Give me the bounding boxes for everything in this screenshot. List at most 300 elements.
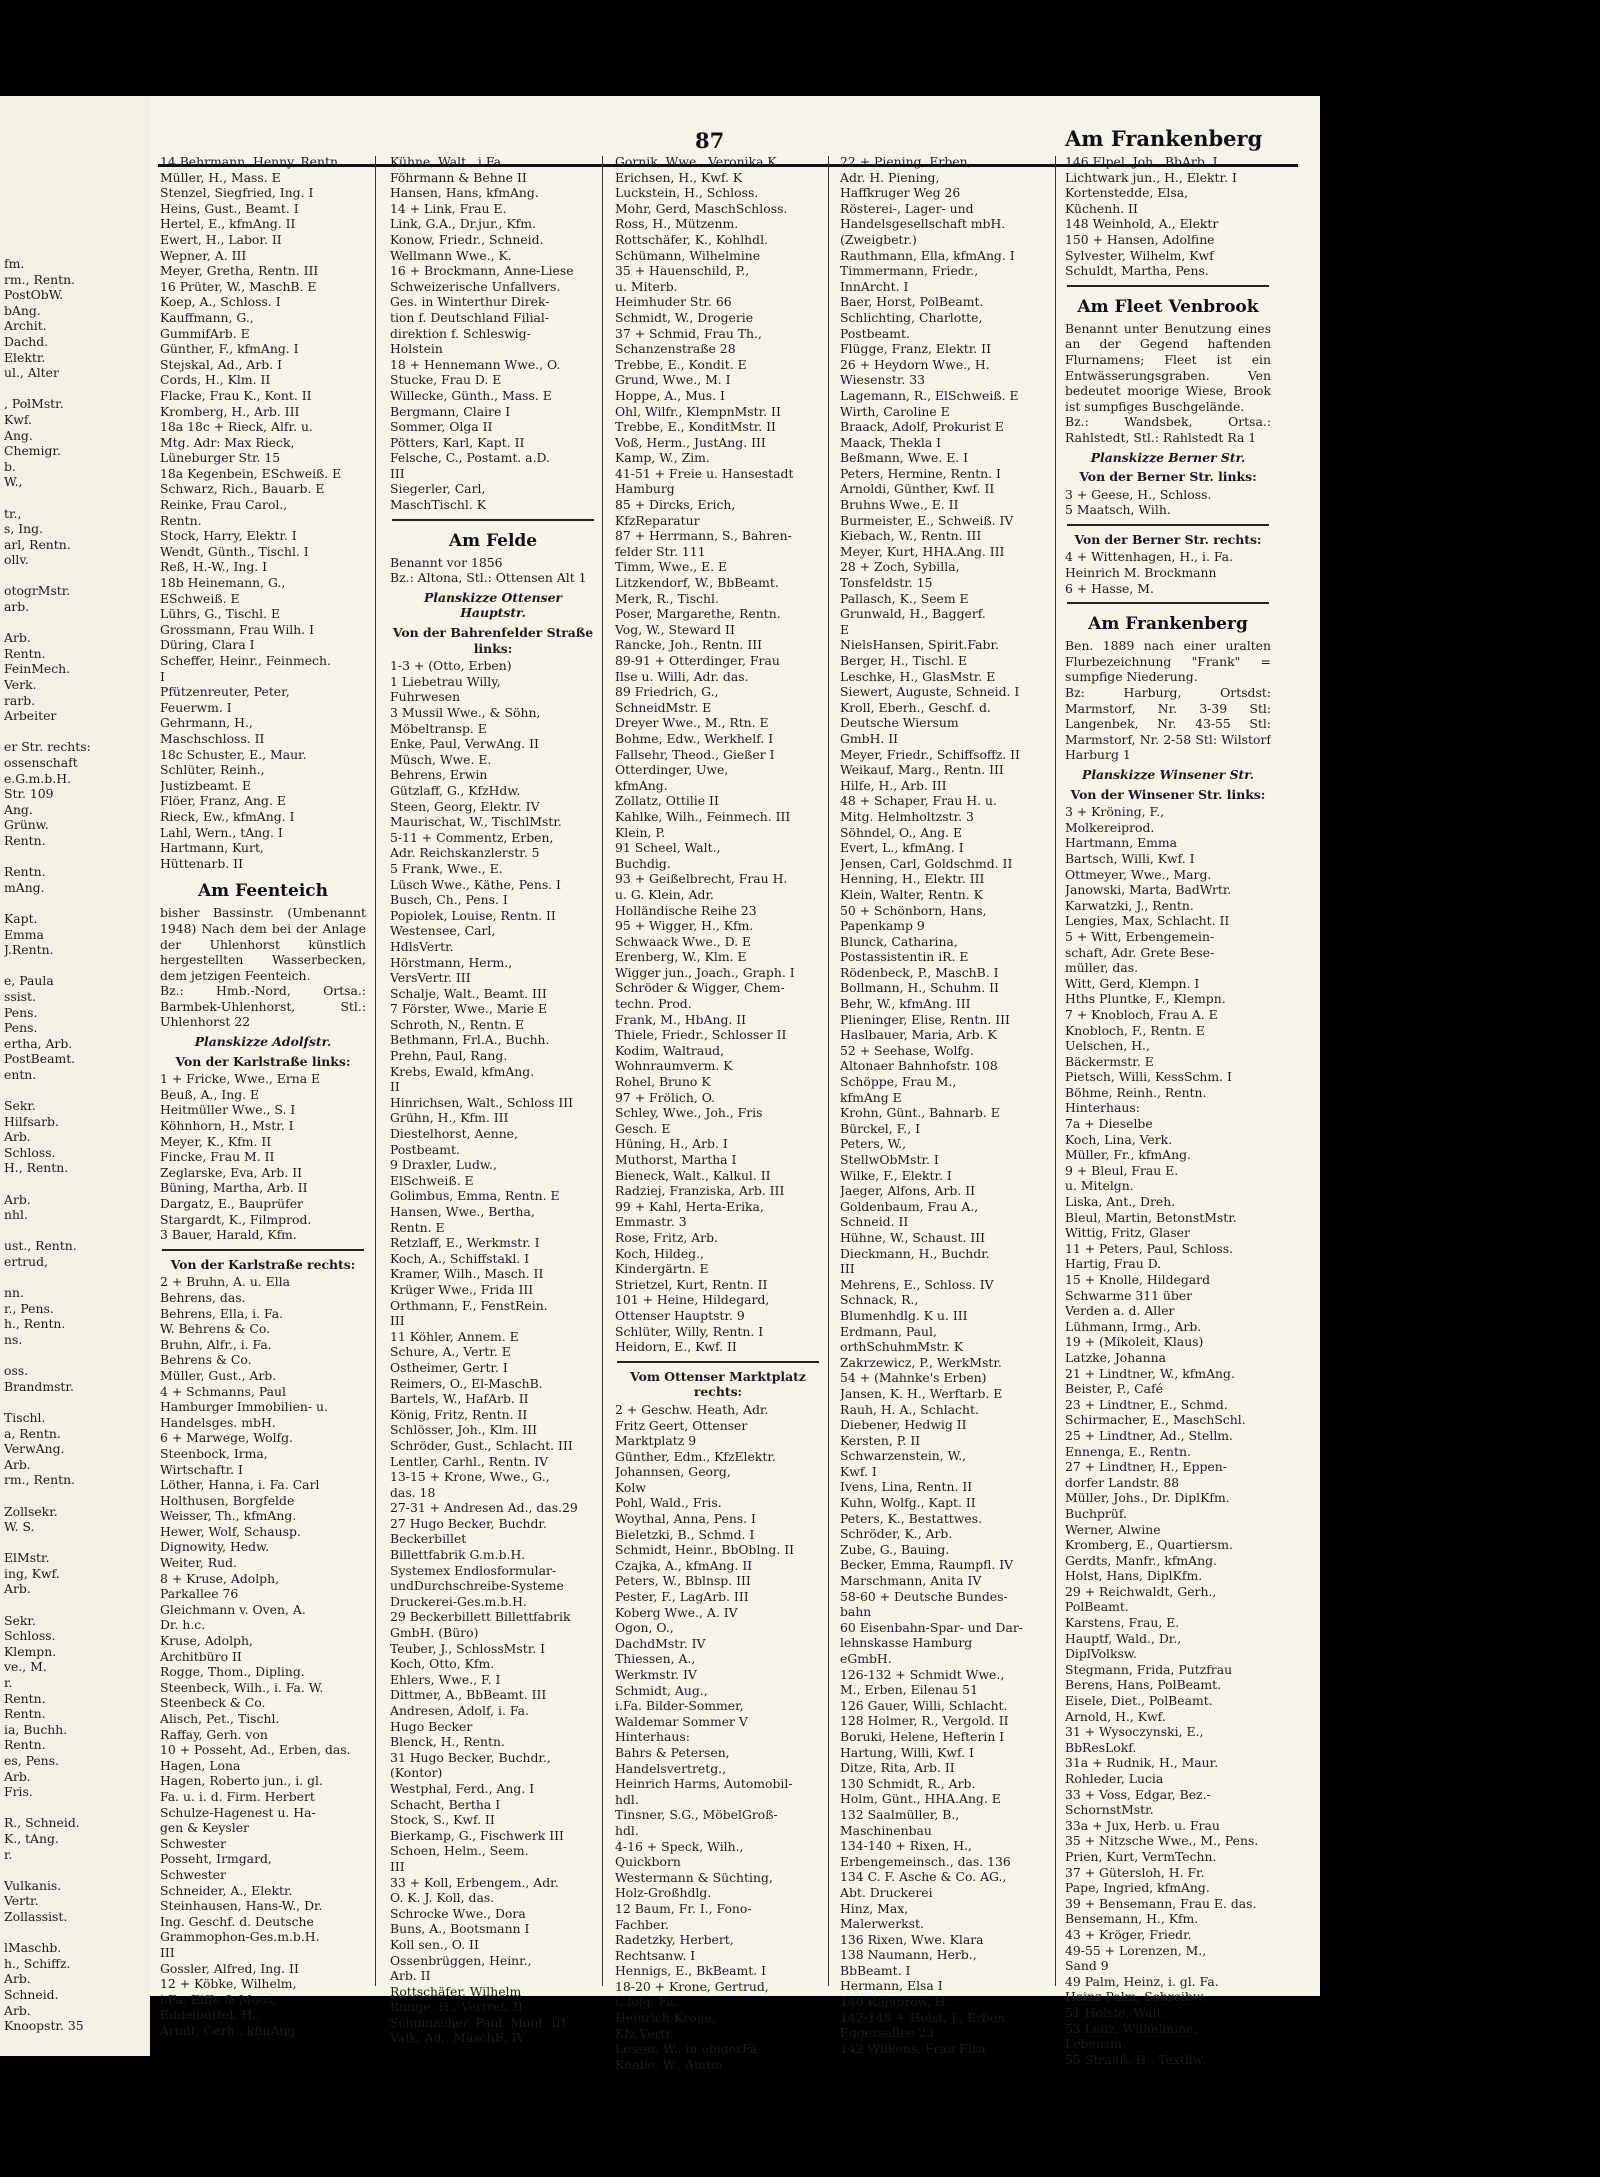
- directory-entry: Schlüter, Reinh.,: [160, 762, 265, 778]
- directory-entry: Behrens & Co.: [160, 1352, 252, 1368]
- directory-entry: Ing. Geschf. d. Deutsche: [160, 1913, 314, 1929]
- facing-page-line: Rentn.: [4, 864, 46, 880]
- directory-entry: Systemex Endlosformular-: [390, 1562, 557, 1578]
- directory-entry: Holländische Reihe 23: [615, 902, 757, 918]
- facing-page-line: Arb.: [4, 1971, 31, 1987]
- direction-heading: Von der Karlstraße links:: [175, 1053, 351, 1069]
- directory-entry: Erichsen, H., Kwf. K: [615, 169, 743, 185]
- directory-entry: 126-132 + Schmidt Wwe.,: [840, 1666, 1005, 1682]
- directory-entry: Peters, W.,: [840, 1136, 907, 1152]
- directory-entry: Bruhn, Alfr., i. Fa.: [160, 1336, 272, 1352]
- directory-entry: Maschinenbau: [840, 1822, 932, 1838]
- directory-entry: 31 + Wysoczynski, E.,: [1065, 1724, 1204, 1740]
- directory-entry: Schröder, K., Arb.: [840, 1526, 953, 1542]
- directory-entry: Buns, A., Bootsmann I: [390, 1921, 530, 1937]
- directory-entry: orthSchuhmMstr. K: [840, 1339, 964, 1355]
- directory-entry: Beckerbillet: [390, 1531, 467, 1547]
- directory-entry: Prien, Kurt, VermTechn.: [1065, 1848, 1217, 1864]
- directory-entry: III: [390, 465, 405, 481]
- directory-entry: Blumenhdlg. K u. III: [840, 1307, 968, 1323]
- facing-page-line: Rentn.: [4, 1737, 46, 1753]
- directory-entry: Flügge, Franz, Elektr. II: [840, 341, 991, 357]
- directory-entry: Ottenser Hauptstr. 9: [615, 1307, 745, 1323]
- directory-entry: Muthorst, Martha I: [615, 1152, 737, 1167]
- directory-entry: O. K. J. Koll, das.: [390, 1890, 495, 1906]
- directory-entry: 11 Köhler, Annem. E: [390, 1328, 519, 1344]
- directory-entry: Ohl, Wilfr., KlempnMstr. II: [615, 403, 781, 419]
- section-rule: [1067, 524, 1269, 526]
- directory-entry: Ewert, H., Labor. II: [160, 231, 282, 247]
- directory-entry: 18b Heinemann, G.,: [160, 575, 286, 591]
- directory-entry: bahn: [840, 1604, 872, 1620]
- directory-entry: 18 + Hennemann Wwe., O.: [390, 356, 561, 372]
- directory-entry: 23 + Lindtner, E., Schmd.: [1065, 1396, 1228, 1412]
- directory-entry: Bleul, Martin, BetonstMstr.: [1065, 1209, 1237, 1225]
- directory-entry: 49 Palm, Heinz, i. gl. Fa.: [1065, 1973, 1219, 1989]
- directory-entry: Müsch, Wwe. E.: [390, 751, 492, 767]
- directory-entry: Hühne, W., Schaust. III: [840, 1229, 986, 1245]
- directory-entry: i. folg. Fa.: [615, 1994, 678, 2010]
- directory-entry: Rottschäfer, K., Kohlhdl.: [615, 231, 768, 247]
- directory-entry: Schwarzenstein, W.,: [840, 1448, 967, 1464]
- directory-entry: 22 + Piening, Erben,: [840, 154, 972, 169]
- directory-entry: gen & Keysler: [160, 1820, 249, 1836]
- directory-entry: PolBeamt.: [1065, 1599, 1129, 1615]
- directory-entry: Feuerwm. I: [160, 699, 232, 715]
- directory-entry: 150 + Hansen, Adolfine: [1065, 231, 1215, 247]
- directory-entry: Druckerei-Ges.m.b.H.: [390, 1593, 527, 1609]
- directory-entry: Westensee, Carl,: [390, 923, 496, 939]
- directory-entry: Rose, Fritz, Arb.: [615, 1229, 718, 1245]
- directory-entry: 54 + (Mahnke's Erben): [840, 1370, 987, 1386]
- directory-entry: Kersten, P. II: [840, 1432, 921, 1448]
- directory-entry: 16 + Brockmann, Anne-Liese: [390, 263, 574, 279]
- directory-entry: SchneidMstr. E: [615, 699, 712, 715]
- directory-entry: Goldenbaum, Frau A.,: [840, 1198, 979, 1214]
- directory-entry: Leschke, H., GlasMstr. E: [840, 668, 996, 684]
- directory-entry: Baer, Horst, PolBeamt.: [840, 294, 984, 310]
- directory-entry: 53 Lenz, Wilhelmine,: [1065, 2020, 1198, 2036]
- directory-entry: 33a + Jux, Herb. u. Frau: [1065, 1817, 1220, 1833]
- facing-page-line: Schloss.: [4, 1628, 56, 1644]
- facing-page-line: Grünw.: [4, 817, 49, 833]
- directory-entry: Schmidt, Aug.,: [615, 1682, 708, 1698]
- directory-entry: 26 + Heydorn Wwe., H.: [840, 356, 990, 372]
- facing-page-line: ertha, Arb.: [4, 1035, 73, 1051]
- facing-page-line: [4, 1925, 144, 1941]
- directory-entry: Jansen, K. H., Werftarb. E: [840, 1385, 1003, 1401]
- directory-entry: 4-16 + Speck, Wilh.,: [615, 1838, 744, 1854]
- directory-entry: Zakrzewicz, P., WerkMstr.: [840, 1354, 1002, 1370]
- directory-entry: 134 C. F. Asche & Co. AG.,: [840, 1869, 1007, 1885]
- directory-entry: Johannsen, Georg,: [615, 1464, 731, 1480]
- directory-entry: Hamburg: [615, 481, 675, 497]
- facing-page-line: [4, 1348, 144, 1364]
- directory-entry: 7a + Dieselbe: [1065, 1116, 1153, 1132]
- directory-entry: Emmastr. 3: [615, 1214, 687, 1230]
- facing-page-line: Kapt.: [4, 910, 38, 926]
- directory-entry: 4 + Schmanns, Paul: [160, 1383, 286, 1399]
- facing-page-line: rm., Rentn.: [4, 1472, 76, 1488]
- column-divider: [1055, 156, 1056, 1986]
- directory-entry: Bierkamp, G., Fischwerk III: [390, 1827, 564, 1843]
- directory-entry: Schwester: [160, 1835, 226, 1851]
- directory-entry: Hermann, Elsa I: [840, 1978, 943, 1994]
- facing-page-line: r.: [4, 1675, 13, 1691]
- facing-page-line: Rentn.: [4, 1690, 46, 1706]
- directory-entry: Fachber.: [615, 1916, 669, 1932]
- directory-entry: Meyer, Gretha, Rentn. III: [160, 263, 319, 279]
- directory-entry: Sylvester, Wilhelm, Kwf: [1065, 247, 1214, 263]
- facing-page-line: [4, 1862, 144, 1878]
- directory-entry: Wigger jun., Joach., Graph. I: [615, 964, 795, 980]
- facing-page-line: ia, Buchh.: [4, 1721, 68, 1737]
- directory-entry: Hansen, Wwe., Bertha,: [390, 1204, 535, 1219]
- section-rule: [1067, 285, 1269, 287]
- facing-page-line: Sekr.: [4, 1612, 36, 1628]
- directory-entry: Schwarz, Rich., Bauarb. E: [160, 481, 325, 497]
- directory-entry: Pietsch, Willi, KessSchm. I: [1065, 1069, 1232, 1085]
- directory-entry: Mtg. Adr: Max Rieck,: [160, 434, 295, 450]
- directory-entry: Rieck, Ew., kfmAng. I: [160, 808, 295, 824]
- directory-entry: Koch, Lina, Verk.: [1065, 1131, 1173, 1147]
- directory-entry: Molkereiprod.: [1065, 819, 1155, 835]
- directory-entry: Fa. u. i. d. Firm. Herbert: [160, 1788, 315, 1804]
- directory-entry: Adr. Reichskanzlerstr. 5: [390, 845, 540, 861]
- directory-entry: Schröder & Wigger, Chem-: [615, 980, 785, 996]
- facing-page-line: Hilfsarb.: [4, 1113, 59, 1129]
- directory-entry: Rentn. E: [390, 1219, 445, 1235]
- directory-entry: Lesser, W., in obigerFa: [615, 2041, 757, 2057]
- directory-entry: 142 Wilkens, Frau Elsa: [840, 2040, 986, 2056]
- directory-entry: Postbeamt.: [390, 1141, 460, 1157]
- directory-entry: Meyer, Kurt, HHA.Ang. III: [840, 543, 1005, 559]
- directory-entry: 87 + Herrmann, S., Bahren-: [615, 528, 792, 544]
- directory-entry: Holm, Günt., HHA.Ang. E: [840, 1791, 1001, 1807]
- facing-page-line: [4, 1176, 144, 1192]
- directory-entry: 12 + Köbke, Wilhelm,: [160, 1976, 297, 1992]
- directory-entry: Blenck, H., Rentn.: [390, 1734, 505, 1750]
- facing-page-line: Fris.: [4, 1784, 33, 1800]
- directory-entry: Hinrichsen, Walt., Schloss III: [390, 1094, 574, 1110]
- directory-entry: Bergmann, Claire I: [390, 403, 511, 419]
- directory-entry: Löther, Hanna, i. Fa. Carl: [160, 1477, 320, 1493]
- directory-entry: Andresen, Adolf, i. Fa.: [390, 1703, 529, 1718]
- directory-entry: Sand 9: [1065, 1958, 1109, 1974]
- directory-entry: Popiolek, Louise, Rentn. II: [390, 907, 556, 923]
- street-note: Bz.: Wandsbek, Ortsa.: Rahlstedt, Stl.: Rahlstedt Ra 1: [1065, 414, 1271, 445]
- street-note: Bz: Harburg, Ortsdst: Marmstorf, Nr. 3-39 Stl: Langenbek, Nr. 43-55 Stl: Marmstorf, Nr. 2-58 Stl: Wilstorf Harburg 1: [1065, 685, 1271, 763]
- directory-entry: Reimers, O., El-MaschB.: [390, 1375, 543, 1391]
- directory-entry: Köhnhorn, H., Mstr. I: [160, 1118, 294, 1134]
- directory-entry: Altonaer Bahnhofstr. 108: [840, 1058, 998, 1074]
- directory-entry: Peters, W., Bblnsp. III: [615, 1573, 751, 1589]
- directory-entry: III: [390, 1313, 405, 1329]
- directory-entry: 18a Kegenbein, ESchweiß. E: [160, 465, 342, 481]
- directory-entry: Holthusen, Borgfelde: [160, 1492, 295, 1508]
- directory-entry: Diebener, Hedwig II: [840, 1417, 967, 1433]
- directory-entry: 99 + Kahl, Herta-Erika,: [615, 1198, 764, 1214]
- directory-entry: Braack, Adolf, Prokurist E: [840, 419, 1004, 435]
- directory-entry: Bruhns Wwe., E. II: [840, 497, 959, 513]
- directory-entry: W. Behrens & Co.: [160, 1321, 271, 1337]
- directory-entry: Golimbus, Emma, Rentn. E: [390, 1188, 560, 1204]
- directory-entry: Ges. in Winterthur Direk-: [390, 294, 550, 310]
- directory-entry: Koll sen., O. II: [390, 1936, 479, 1952]
- directory-entry: Waldemar Sommer V: [615, 1713, 748, 1729]
- directory-entry: Maack, Thekla I: [840, 434, 942, 450]
- directory-entry: Pohl, Wald., Fris.: [615, 1495, 722, 1511]
- directory-entry: Behr, W., kfmAng. III: [840, 996, 971, 1012]
- directory-entry: 39 + Bensemann, Frau E. das.: [1065, 1895, 1257, 1911]
- directory-entry: Willecke, Günth., Mass. E: [390, 387, 552, 403]
- directory-entry: Peters, K., Bestattwes.: [840, 1510, 983, 1526]
- directory-entry: Fuhrwesen: [390, 689, 461, 705]
- directory-entry: Bensemann, H., Kfm.: [1065, 1911, 1199, 1927]
- directory-entry: Heidorn, E., Kwf. II: [615, 1339, 737, 1355]
- directory-entry: dorfer Landstr. 88: [1065, 1474, 1180, 1490]
- directory-entry: Gerdts, Manfr., kfmAng.: [1065, 1552, 1217, 1568]
- directory-entry: das. 18: [390, 1484, 436, 1500]
- directory-entry: Radziej, Franziska, Arb. III: [615, 1183, 785, 1199]
- column-divider: [828, 156, 829, 1986]
- directory-entry: u. Mitelgn.: [1065, 1178, 1134, 1194]
- directory-entry: Müller, H., Mass. E: [160, 169, 281, 185]
- directory-entry: 5 + Witt, Erbengemein-: [1065, 928, 1215, 944]
- directory-entry: Erbengemeinsch., das. 136: [840, 1853, 1011, 1869]
- street-note: Bz.: Altona, Stl.: Ottensen Alt 1: [390, 570, 587, 586]
- directory-entry: Eggersallee 23: [840, 2025, 935, 2041]
- directory-entry: felder Str. 111: [615, 543, 706, 559]
- directory-entry: III: [160, 1944, 175, 1960]
- plan-reference: Planskizze Ottenser Hauptstr.: [423, 589, 563, 621]
- directory-entry: Hertel, E., kfmAng. II: [160, 216, 296, 232]
- directory-entry: 3 Bauer, Harald, Kfm.: [160, 1227, 297, 1243]
- directory-entry: Dr. h.c.: [160, 1617, 206, 1633]
- facing-page-line: FeinMech.: [4, 661, 71, 677]
- directory-entry: Lüneburger Str. 15: [160, 450, 281, 466]
- directory-entry: Woythal, Anna, Pens. I: [615, 1511, 756, 1527]
- facing-page-line: Zollsekr.: [4, 1503, 58, 1519]
- directory-entry: Liska, Ant., Dreh.: [1065, 1194, 1176, 1210]
- directory-entry: Grund, Wwe., M. I: [615, 372, 731, 388]
- directory-entry: 27 Hugo Becker, Buchdr.: [390, 1515, 547, 1531]
- directory-entry: Enke, Paul, VerwAng. II: [390, 736, 539, 752]
- directory-entry: Schweizerische Unfallvers.: [390, 278, 561, 294]
- directory-entry: Gornik, Wwe., Veronika K: [615, 154, 777, 169]
- directory-entry: VersVertr. III: [390, 970, 471, 986]
- directory-entry: Westermann & Süchting,: [615, 1869, 773, 1885]
- directory-entry: Schneid. II: [840, 1214, 909, 1230]
- facing-page-line: Rentn.: [4, 1706, 46, 1722]
- directory-entry: Schmidt, W., Drogerie: [615, 309, 754, 325]
- street-heading: Am Feenteich: [197, 881, 329, 902]
- facing-page-line: h., Schiffz.: [4, 1955, 71, 1971]
- directory-entry: Czajka, A., kfmAng. II: [615, 1557, 753, 1573]
- section-rule: [617, 1361, 819, 1363]
- street-note: bisher Bassinstr. (Umbenannt 1948) Nach dem bei der Anlage der Uhlenhorst künstlich hergestellten Wasserbecken, dem jetzigen Feenteich.: [160, 905, 366, 983]
- directory-entry: 4 + Wittenhagen, H., i. Fa.: [1065, 549, 1233, 565]
- facing-page-line: H., Rentn.: [4, 1160, 69, 1176]
- directory-entry: Hinz, Max,: [840, 1900, 909, 1916]
- directory-entry: Kodim, Waltraud,: [615, 1042, 725, 1058]
- directory-entry: 49-55 + Lorenzen, M.,: [1065, 1942, 1207, 1958]
- directory-entry: Schnack, R.,: [840, 1292, 919, 1308]
- direction-heading: Von der Berner Str. links:: [1079, 469, 1257, 485]
- directory-entry: Rödenbeck, P., MaschB. I: [840, 964, 999, 980]
- directory-entry: Müller, Gust., Arb.: [160, 1367, 277, 1383]
- directory-entry: Tonsfeldstr. 15: [840, 575, 933, 591]
- directory-entry: Müller, Fr., kfmAng.: [1065, 1147, 1191, 1163]
- directory-entry: 37 + Schmid, Frau Th.,: [615, 325, 762, 341]
- directory-entry: 3 + Kröning, F.,: [1065, 804, 1165, 820]
- directory-entry: Arnold, H., Kwf.: [1065, 1708, 1166, 1724]
- directory-entry: Lebensm.: [1065, 2036, 1126, 2052]
- directory-entry: Ehlers, Wwe., F. I: [390, 1671, 501, 1687]
- directory-entry: 19 + (Mikoleit, Klaus): [1065, 1334, 1204, 1350]
- directory-entry: 52 + Seehase, Wolfg.: [840, 1042, 974, 1058]
- directory-entry: III: [390, 1858, 405, 1874]
- directory-entry: Günther, F., kfmAng. I: [160, 341, 299, 357]
- directory-entry: Buchprüf.: [1065, 1505, 1127, 1521]
- directory-entry: Bartels, W., HafArb. II: [390, 1391, 529, 1407]
- directory-entry: 148 Weinhold, A., Elektr: [1065, 216, 1219, 232]
- directory-entry: Schümann, Wilhelmine: [615, 247, 761, 263]
- directory-entry: Schlösser, Joh., Klm. III: [390, 1422, 538, 1438]
- column-divider: [375, 156, 376, 1986]
- directory-entry: 95 + Wigger, H., Kfm.: [615, 918, 754, 934]
- directory-entry: Postbeamt.: [840, 325, 910, 341]
- directory-entry: Gehrmann, H.,: [160, 715, 253, 731]
- directory-entry: Rentn.: [160, 512, 202, 528]
- direction-heading: Von der Winsener Str. links:: [1070, 786, 1266, 802]
- directory-entry: Ogon, O.,: [615, 1620, 674, 1636]
- directory-entry: Heinz Palm, Schreibw.: [1065, 1989, 1206, 2005]
- directory-entry: 89 Friedrich, G.,: [615, 684, 719, 700]
- directory-entry: Schoen, Helm., Seem.: [390, 1843, 529, 1859]
- directory-entry: kfmAng.: [615, 777, 668, 793]
- directory-entry: Meyer, Friedr., Schiffsoffz. II: [840, 746, 1020, 762]
- directory-entry: Hartig, Frau D.: [1065, 1256, 1162, 1272]
- directory-entry: Abt. Druckerei: [840, 1884, 933, 1900]
- directory-entry: BbResLokf.: [1065, 1739, 1137, 1755]
- directory-entry: MaschTischl. K: [390, 497, 486, 513]
- directory-entry: Kuhn, Wolfg., Kapt. II: [840, 1495, 976, 1511]
- directory-entry: Schwarme 311 über: [1065, 1287, 1193, 1303]
- directory-entry: 41-51 + Freie u. Hansestadt: [615, 465, 794, 481]
- directory-entry: Otterdinger, Uwe,: [615, 762, 729, 778]
- directory-entry: Schwaack Wwe., D. E: [615, 933, 752, 949]
- directory-entry: Lühmann, Irmg., Arb.: [1065, 1318, 1202, 1334]
- facing-page-line: arl, Rentn.: [4, 536, 71, 552]
- directory-entry: Düring, Clara I: [160, 637, 255, 653]
- directory-entry: Dargatz, E., Bauprüfer: [160, 1196, 303, 1211]
- facing-page-line: ing, Kwf.: [4, 1565, 60, 1581]
- directory-entry: Berger, H., Tischl. E: [840, 653, 968, 668]
- directory-entry: SchornstMstr.: [1065, 1802, 1154, 1818]
- street-note: Benannt vor 1856: [390, 554, 503, 570]
- directory-entry: Prehn, Paul, Rang.: [390, 1048, 508, 1064]
- directory-entry: Ilse u. Willi, Adr. das.: [615, 668, 749, 684]
- directory-entry: Haffkruger Weg 26: [840, 185, 961, 201]
- directory-entry: Kiebach, W., Rentn. III: [840, 528, 982, 544]
- directory-entry: Zollatz, Ottilie II: [615, 793, 719, 809]
- directory-entry: Klein, Walter, Rentn. K: [840, 886, 983, 902]
- directory-entry: Buchdig.: [615, 855, 671, 871]
- directory-entry: Kamp, W., Zim.: [615, 450, 710, 466]
- directory-entry: Mitg. Helmholtzstr. 3: [840, 808, 974, 824]
- directory-entry: Janowski, Marta, BadWrtr.: [1065, 882, 1232, 898]
- directory-entry: Krohn, Günt., Bahnarb. E: [840, 1105, 1000, 1121]
- directory-entry: Hartung, Willi, Kwf. I: [840, 1744, 974, 1760]
- directory-entry: techn. Prod.: [615, 996, 692, 1012]
- directory-entry: Behrens, Erwin: [390, 767, 488, 783]
- directory-entry: 85 + Dircks, Erich,: [615, 497, 736, 513]
- directory-entry: Steenbeck, Wilh., i. Fa. W.: [160, 1679, 324, 1695]
- directory-entry: Knabe, W., Amtm.: [615, 2056, 727, 2072]
- directory-entry: 18a 18c + Rieck, Alfr. u.: [160, 419, 313, 435]
- directory-entry: Radetzky, Herbert,: [615, 1932, 734, 1948]
- facing-page-line: lMaschb.: [4, 1940, 62, 1956]
- directory-entry: 13-15 + Krone, Wwe., G.,: [390, 1469, 550, 1485]
- direction-heading: Vom Ottenser Marktplatz rechts:: [630, 1368, 806, 1400]
- directory-entry: 37 + Gütersloh, H. Fr.: [1065, 1864, 1205, 1880]
- directory-entry: Latzke, Johanna: [1065, 1349, 1166, 1365]
- directory-entry: 16 Prüter, W., MaschB. E: [160, 278, 317, 294]
- directory-entry: Werner, Alwine: [1065, 1521, 1161, 1537]
- facing-page-line: [4, 724, 144, 740]
- facing-page-line: PostObW.: [4, 287, 64, 303]
- facing-page-line: [4, 895, 144, 911]
- facing-page-line: [4, 1270, 144, 1286]
- directory-entry: 1 + Fricke, Wwe., Erna E: [160, 1071, 321, 1087]
- facing-page-column: [4, 256, 144, 2034]
- directory-entry: Alisch, Pet., Tischl.: [160, 1711, 280, 1726]
- directory-entry: Westphal, Ferd., Ang. I: [390, 1780, 535, 1796]
- facing-page-line: K., tAng.: [4, 1830, 59, 1846]
- directory-entry: 3 + Geese, H., Schloss.: [1065, 486, 1212, 502]
- directory-entry: Hewer, Wolf, Schausp.: [160, 1523, 301, 1539]
- directory-entry: 2 + Geschw. Heath, Adr.: [615, 1401, 769, 1417]
- directory-entry: Haslbauer, Maria, Arb. K: [840, 1027, 997, 1043]
- direction-heading: Von der Berner Str. rechts:: [1074, 531, 1262, 547]
- directory-entry: Klein, P.: [615, 824, 666, 840]
- facing-page-line: otogrMstr.: [4, 583, 71, 599]
- directory-entry: Postassistentin iR. E: [840, 949, 969, 965]
- directory-entry: Posseht, Irmgard,: [160, 1851, 272, 1867]
- directory-entry: Flacke, Frau K., Kont. II: [160, 387, 312, 403]
- directory-entry: Peters, Hermine, Rentn. I: [840, 465, 1001, 481]
- directory-entry: Verden a. d. Aller: [1065, 1303, 1175, 1319]
- directory-entry: Wiesenstr. 33: [840, 372, 926, 388]
- directory-entry: Arnoldi, Günther, Kwf. II: [840, 481, 995, 497]
- facing-page-line: Tischl.: [4, 1409, 46, 1425]
- directory-entry: 130 Schmidt, R., Arb.: [840, 1775, 976, 1791]
- directory-entry: 55 Strauß, H., Textilw.: [1065, 2051, 1206, 2067]
- directory-entry: Bürckel, F., I: [840, 1120, 921, 1136]
- directory-entry: 93 + Geißelbrecht, Frau H.: [615, 871, 788, 887]
- directory-entry: Ivens, Lina, Rentn. II: [840, 1479, 973, 1495]
- directory-entry: Hinterhaus:: [615, 1729, 690, 1745]
- directory-entry: Jensen, Carl, Goldschmd. II: [840, 855, 1013, 871]
- directory-entry: Schirmacher, E., MaschSchl.: [1065, 1412, 1246, 1428]
- directory-entry: Pötters, Karl, Kapt. II: [390, 434, 525, 450]
- directory-entry: Flöer, Franz, Ang. E: [160, 793, 286, 809]
- directory-entry: Kauffmann, G.,: [160, 309, 254, 325]
- plan-reference: Planskizze Adolfstr.: [194, 1034, 332, 1050]
- facing-page-line: ElMstr.: [4, 1550, 50, 1566]
- directory-entry: Beuß, A., Ing. E: [160, 1086, 260, 1102]
